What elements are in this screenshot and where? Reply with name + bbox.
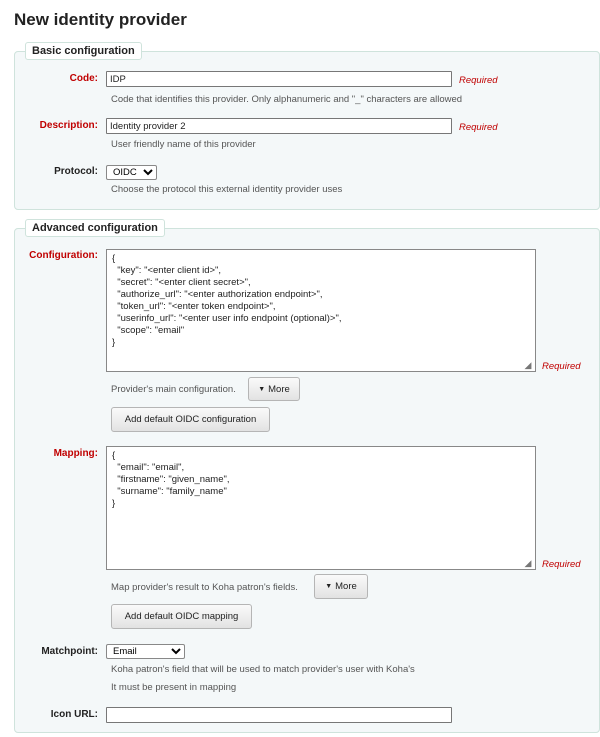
matchpoint-hint-mapping: It must be present in mapping <box>111 682 237 693</box>
caret-down-icon: ▼ <box>258 385 266 393</box>
mapping-more-label: More <box>335 581 357 592</box>
add-default-oidc-configuration-button[interactable]: Add default OIDC configuration <box>111 407 270 432</box>
configuration-resize-handle[interactable]: ◢ <box>524 360 532 370</box>
mapping-hint: Map provider's result to Koha patron's fields. <box>111 582 298 593</box>
description-hint: User friendly name of this provider <box>111 139 256 150</box>
configuration-label: Configuration: <box>29 250 98 261</box>
code-hint: Code that identifies this provider. Only alphanumeric and "_" characters are allowed <box>111 94 463 105</box>
basic-configuration-legend: Basic configuration <box>25 42 142 60</box>
icon-url-label: Icon URL: <box>50 709 98 720</box>
protocol-select[interactable] <box>106 165 157 180</box>
mapping-resize-handle[interactable]: ◢ <box>524 558 532 568</box>
mapping-textarea[interactable] <box>106 446 536 570</box>
page-title: New identity provider <box>14 10 187 29</box>
mapping-label: Mapping: <box>53 448 98 459</box>
configuration-required: Required <box>542 361 581 372</box>
description-input[interactable] <box>106 118 452 134</box>
caret-down-icon: ▼ <box>325 583 333 590</box>
code-label: Code: <box>69 73 98 84</box>
configuration-more-button[interactable] <box>248 377 300 401</box>
configuration-textarea[interactable] <box>106 249 536 372</box>
matchpoint-hint: Koha patron's field that will be used to match provider's user with Koha's <box>111 664 415 675</box>
description-required: Required <box>459 122 498 133</box>
matchpoint-select[interactable] <box>106 644 185 659</box>
protocol-label: Protocol: <box>54 166 98 177</box>
mapping-more-button[interactable] <box>314 574 368 599</box>
code-input[interactable] <box>106 71 452 87</box>
configuration-hint: Provider's main configuration. <box>111 384 236 395</box>
matchpoint-label: Matchpoint: <box>41 646 98 657</box>
mapping-required: Required <box>542 559 581 570</box>
protocol-hint: Choose the protocol this external identity provider uses <box>111 184 343 195</box>
icon-url-input[interactable] <box>106 707 452 723</box>
advanced-configuration-legend: Advanced configuration <box>25 219 165 237</box>
description-label: Description: <box>39 120 98 131</box>
code-required: Required <box>459 75 498 86</box>
add-default-oidc-mapping-button[interactable]: Add default OIDC mapping <box>111 604 252 629</box>
configuration-more-label: More <box>268 383 290 395</box>
